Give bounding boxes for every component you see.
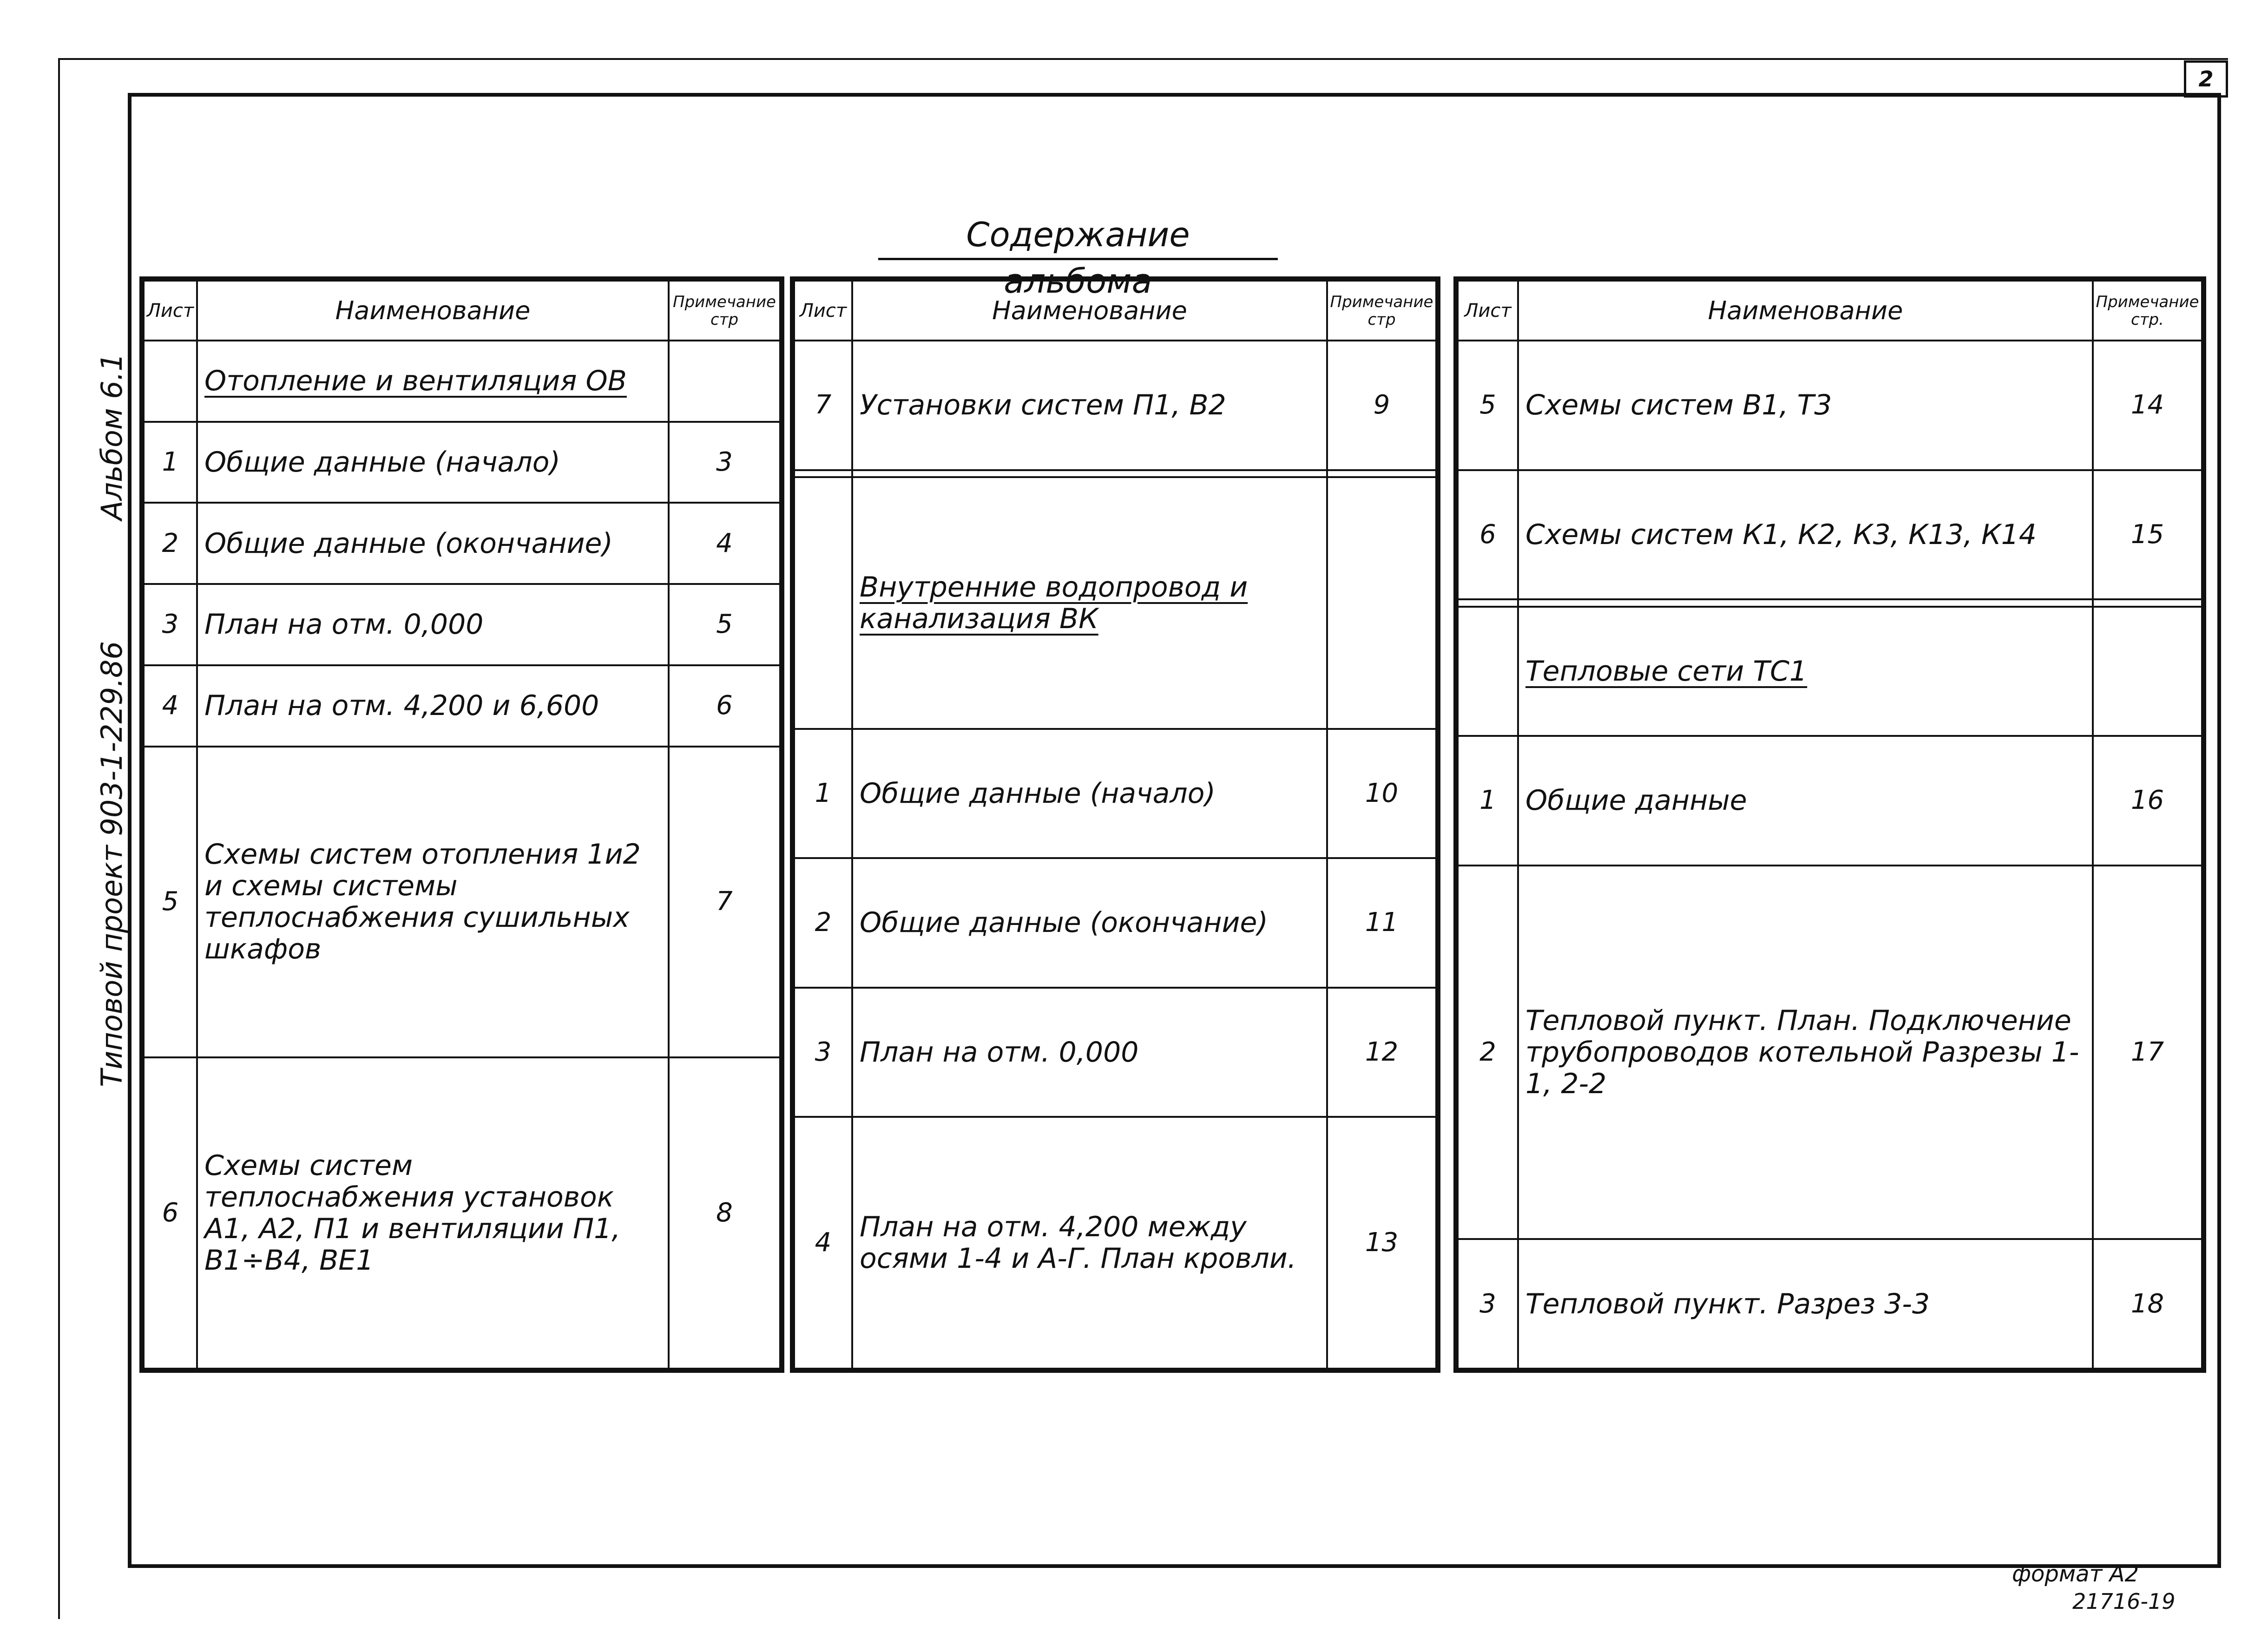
row-sheet-number: 5: [144, 747, 197, 1058]
header-sheet: Лист: [144, 281, 197, 341]
header-name: Наименование: [852, 281, 1327, 341]
row-sheet-number: 5: [1458, 341, 1518, 470]
row-sheet-number: 2: [144, 503, 197, 584]
row-name: [1518, 599, 2093, 606]
row-page-number: 3: [669, 422, 780, 503]
row-sheet-number: 4: [144, 665, 197, 747]
table-row: [144, 665, 780, 747]
table-row: [794, 341, 1436, 470]
section-heading-text: Отопление и вентиляция ОВ: [204, 365, 627, 398]
row-name: Общие данные (начало): [197, 422, 669, 503]
header-name: Наименование: [197, 281, 669, 341]
row-name: [852, 470, 1327, 477]
row-name: Общие данные (начало): [852, 729, 1327, 859]
table-row: [144, 747, 780, 1058]
header-note: Примечание стр: [669, 281, 780, 341]
row-name: План на отм. 0,000: [197, 584, 669, 665]
table-row: [794, 470, 1436, 477]
page-title: Содержание альбома: [878, 211, 1278, 260]
side-label-album: Альбом 6.1: [94, 353, 129, 520]
table-row: [794, 477, 1436, 729]
table-row: [794, 988, 1436, 1117]
toc-table-2: [790, 276, 1440, 1373]
row-page-number: 16: [2093, 736, 2202, 866]
side-label-project: Типовой проект 903-1-229.86: [94, 641, 129, 1087]
row-name: План на отм. 0,000: [852, 988, 1327, 1117]
row-name: План на отм. 4,200 между осями 1-4 и А-Г. План кровли.: [852, 1117, 1327, 1369]
table-row: [1458, 470, 2202, 600]
row-page-number: 14: [2093, 341, 2202, 470]
row-page-number: [2093, 599, 2202, 606]
row-page-number: 8: [669, 1057, 780, 1369]
row-sheet-number: 1: [794, 729, 852, 859]
row-name: Тепловой пункт. Разрез 3-3: [1518, 1239, 2093, 1369]
row-page-number: 18: [2093, 1239, 2202, 1369]
table-row: [144, 503, 780, 584]
row-name: Тепловой пункт. План. Подключение трубопроводов котельной Разрезы 1-1, 2-2: [1518, 866, 2093, 1239]
table-row: [794, 858, 1436, 988]
row-page-number: 13: [1327, 1117, 1436, 1369]
toc-table-1: [139, 276, 784, 1373]
header-name: Наименование: [1518, 281, 2093, 341]
table-row: [1458, 1239, 2202, 1369]
header-note: Примечание стр.: [2093, 281, 2202, 341]
table-header-row: [144, 281, 780, 341]
table-row: [144, 584, 780, 665]
inventory-number: 21716-19: [2072, 1589, 2176, 1614]
header-sheet: Лист: [1458, 281, 1518, 341]
row-sheet-number: [1458, 607, 1518, 736]
table-row: [144, 341, 780, 422]
row-page-number: 17: [2093, 866, 2202, 1239]
row-sheet-number: [794, 470, 852, 477]
row-name: План на отм. 4,200 и 6,600: [197, 665, 669, 747]
row-page-number: 7: [669, 747, 780, 1058]
row-page-number: 9: [1327, 341, 1436, 470]
section-heading: [852, 477, 1327, 729]
row-page-number: 12: [1327, 988, 1436, 1117]
section-heading: [197, 341, 669, 422]
row-name: Схемы систем К1, К2, К3, К13, К14: [1518, 470, 2093, 600]
section-heading-text: Внутренние водопровод и канализация ВК: [860, 571, 1248, 635]
row-page-number: 11: [1327, 858, 1436, 988]
header-sheet: Лист: [794, 281, 852, 341]
section-heading: [1518, 607, 2093, 736]
row-sheet-number: 1: [1458, 736, 1518, 866]
row-sheet-number: 2: [794, 858, 852, 988]
row-name: Схемы систем теплоснабжения установок А1, А2, П1 и вентиляции П1, В1÷В4, ВЕ1: [197, 1057, 669, 1369]
row-sheet-number: 6: [144, 1057, 197, 1369]
row-name: Схемы систем В1, Т3: [1518, 341, 2093, 470]
row-page-number: 5: [669, 584, 780, 665]
row-page-number: 6: [669, 665, 780, 747]
row-name: Схемы систем отопления 1и2 и схемы системы теплоснабжения сушильных шкафов: [197, 747, 669, 1058]
row-sheet-number: [794, 477, 852, 729]
table-header-row: [1458, 281, 2202, 341]
row-name: Установки систем П1, В2: [852, 341, 1327, 470]
table-row: [1458, 341, 2202, 470]
row-page-number: [669, 341, 780, 422]
row-sheet-number: 6: [1458, 470, 1518, 600]
format-label: формат А2: [2012, 1561, 2139, 1587]
table-row: [794, 1117, 1436, 1369]
row-sheet-number: 3: [1458, 1239, 1518, 1369]
row-sheet-number: 3: [794, 988, 852, 1117]
header-note: Примечание стр: [1327, 281, 1436, 341]
row-sheet-number: [144, 341, 197, 422]
row-sheet-number: 3: [144, 584, 197, 665]
section-heading-text: Тепловые сети ТС1: [1525, 655, 1808, 688]
row-page-number: 10: [1327, 729, 1436, 859]
row-sheet-number: 1: [144, 422, 197, 503]
row-page-number: 4: [669, 503, 780, 584]
row-page-number: [2093, 607, 2202, 736]
row-name: Общие данные (окончание): [852, 858, 1327, 988]
row-sheet-number: 4: [794, 1117, 852, 1369]
row-sheet-number: 2: [1458, 866, 1518, 1239]
table-row: [144, 422, 780, 503]
row-sheet-number: [1458, 599, 1518, 606]
row-name: Общие данные: [1518, 736, 2093, 866]
table-row: [1458, 736, 2202, 866]
table-row: [1458, 607, 2202, 736]
table-row: [1458, 599, 2202, 606]
row-page-number: [1327, 477, 1436, 729]
sheet-number: 2: [2184, 60, 2228, 98]
table-row: [794, 729, 1436, 859]
row-name: Общие данные (окончание): [197, 503, 669, 584]
toc-table-3: [1453, 276, 2206, 1373]
row-page-number: 15: [2093, 470, 2202, 600]
table-row: [144, 1057, 780, 1369]
row-page-number: [1327, 470, 1436, 477]
table-row: [1458, 866, 2202, 1239]
row-sheet-number: 7: [794, 341, 852, 470]
table-header-row: [794, 281, 1436, 341]
